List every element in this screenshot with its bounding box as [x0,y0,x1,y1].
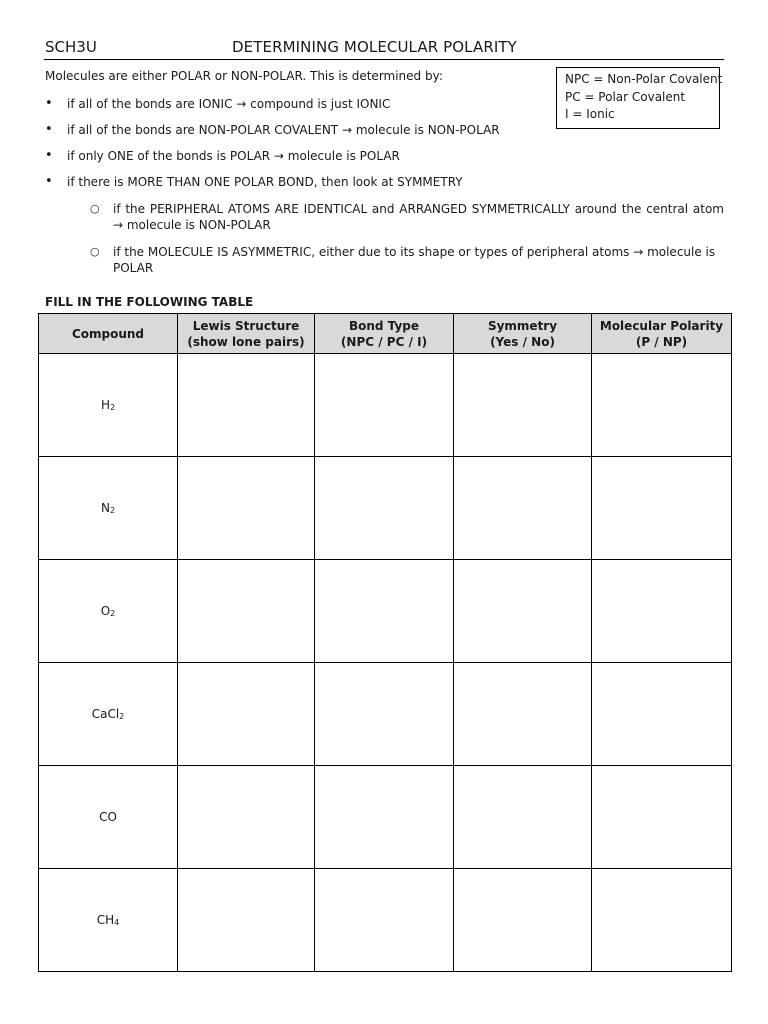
molecular-polarity-cell[interactable] [592,354,732,457]
bond-type-cell[interactable] [315,457,454,560]
course-code: SCH3U [45,38,97,56]
table-row [39,766,732,869]
symmetry-cell[interactable] [454,457,592,560]
molecular-polarity-cell[interactable] [592,766,732,869]
table-header-row [39,314,732,354]
legend-item-npc: NPC = Non-Polar Covalent [565,72,723,86]
col-header-compound: Compound [39,314,178,354]
sub-rule-item [90,201,724,233]
circle-bullet-icon: ○ [90,245,100,258]
col-header-lewis-structure: Lewis Structure (show lone pairs) [178,314,315,354]
rule-text: if there is MORE THAN ONE POLAR BOND, then look at SYMMETRY [67,175,463,189]
col-header-molecular-polarity: Molecular Polarity (P / NP) [592,314,732,354]
lewis-structure-cell[interactable] [178,869,315,972]
bullet-icon: • [45,174,53,189]
table-row [39,560,732,663]
rule-text: if all of the bonds are NON-POLAR COVALENT → molecule is NON-POLAR [67,123,500,137]
molecular-polarity-cell[interactable] [592,869,732,972]
bullet-icon: • [45,96,53,111]
bond-type-cell[interactable] [315,766,454,869]
lewis-structure-cell[interactable] [178,354,315,457]
table-row [39,663,732,766]
bond-type-cell[interactable] [315,869,454,972]
lewis-structure-cell[interactable] [178,663,315,766]
symmetry-cell[interactable] [454,560,592,663]
molecular-polarity-cell[interactable] [592,560,732,663]
lewis-structure-cell[interactable] [178,457,315,560]
lewis-structure-cell[interactable] [178,560,315,663]
table-title: FILL IN THE FOLLOWING TABLE [45,295,254,309]
sub-rule-text: if the MOLECULE IS ASYMMETRIC, either due to its shape or types of peripheral atoms → molecule is POLAR [113,245,716,275]
symmetry-cell[interactable] [454,766,592,869]
circle-bullet-icon: ○ [90,202,100,215]
legend-item-pc: PC = Polar Covalent [565,89,686,104]
compound-cell: $H_2$ [39,354,178,457]
compound-cell: CO [39,766,178,869]
compound-cell: $O_2$ [39,560,178,663]
symmetry-cell[interactable] [454,354,592,457]
rule-text: if only ONE of the bonds is POLAR → molecule is POLAR [67,149,400,163]
symmetry-cell[interactable] [454,663,592,766]
page-header [44,37,724,60]
bond-type-cell[interactable] [315,354,454,457]
polarity-table [38,313,732,972]
col-header-bond-type: Bond Type (NPC / PC / I) [315,314,454,354]
sub-rule-item [90,244,724,276]
compound-cell: CaCl$_2$ [39,663,178,766]
col-header-symmetry: Symmetry (Yes / No) [454,314,592,354]
lewis-structure-cell[interactable] [178,766,315,869]
symmetry-cell[interactable] [454,869,592,972]
page-title: DETERMINING MOLECULAR POLARITY [232,38,517,56]
bond-type-cell[interactable] [315,560,454,663]
bullet-icon: • [45,122,53,137]
molecular-polarity-cell[interactable] [592,663,732,766]
molecular-polarity-cell[interactable] [592,457,732,560]
compound-cell: $CH_4$ [39,869,178,972]
compound-cell: $N_2$ [39,457,178,560]
abbreviation-legend [556,67,723,129]
bond-type-cell[interactable] [315,663,454,766]
intro-text: Molecules are either POLAR or NON-POLAR. This is determined by: [45,69,443,83]
rule-text: if all of the bonds are IONIC → compound is just IONIC [67,97,391,111]
bullet-icon: • [45,148,53,163]
table-row [39,869,732,972]
table-row [39,457,732,560]
legend-item-ionic: I = Ionic [565,107,615,121]
table-row [39,354,732,457]
sub-rule-text: if the PERIPHERAL ATOMS ARE IDENTICAL and ARRANGED SYMMETRICALLY around the central atom → molecule is NON-POLAR [113,202,724,232]
